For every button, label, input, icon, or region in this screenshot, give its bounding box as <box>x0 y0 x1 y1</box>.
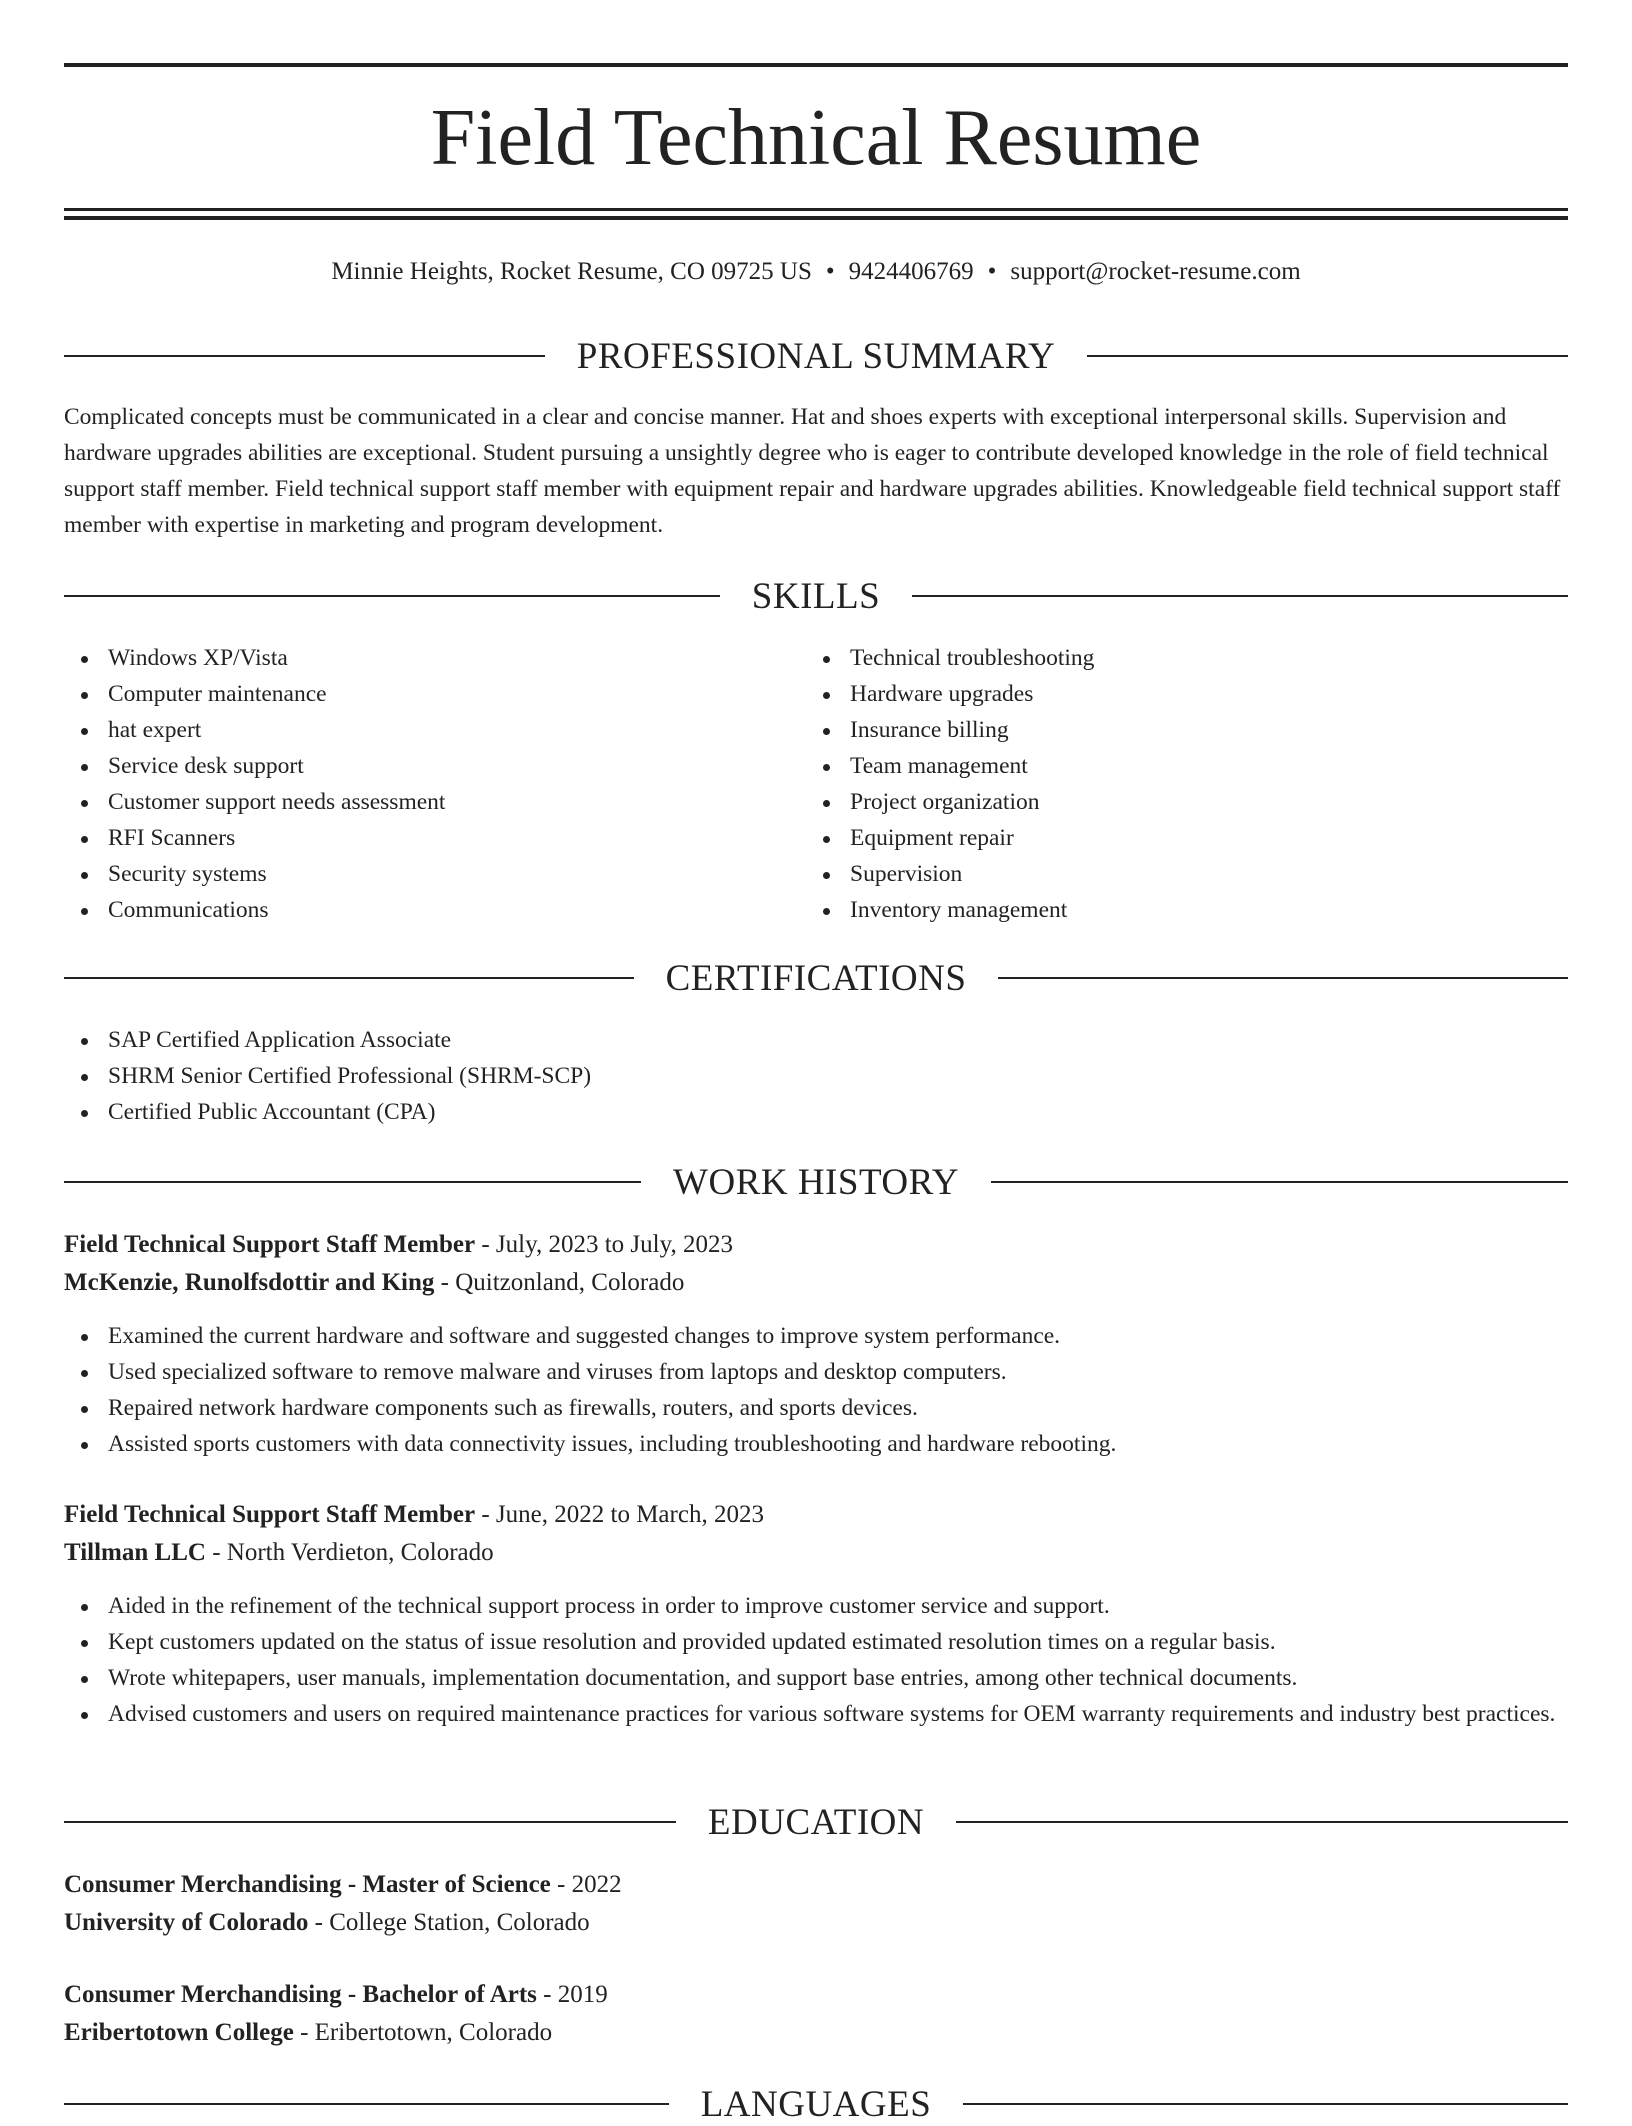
certification-item: Certified Public Accountant (CPA) <box>64 1094 1568 1130</box>
heading-rule <box>998 977 1568 979</box>
skill-item: RFI Scanners <box>64 820 804 856</box>
skill-item: Security systems <box>64 856 804 892</box>
job-duty: Aided in the refinement of the technical support process in order to improve customer service and support. <box>64 1588 1568 1624</box>
heading-rule <box>64 595 720 597</box>
job-duty: Wrote whitepapers, user manuals, implementation documentation, and support base entries, among other technical documents. <box>64 1660 1568 1696</box>
contact-separator: • <box>987 258 997 285</box>
job-duty: Kept customers updated on the status of issue resolution and provided updated estimated resolution times on a regular basis. <box>64 1624 1568 1660</box>
job-company: Tillman LLC <box>64 1539 206 1566</box>
education-entry <box>64 1976 1568 2052</box>
skill-item: hat expert <box>64 712 804 748</box>
contact-email: support@rocket-resume.com <box>1010 258 1301 285</box>
skill-item: Windows XP/Vista <box>64 640 804 676</box>
skill-item: Hardware upgrades <box>806 676 1566 712</box>
section-title: LANGUAGES <box>700 2083 932 2125</box>
section-heading-summary <box>64 334 1568 378</box>
job-duty: Assisted sports customers with data connectivity issues, including troubleshooting and hardware rebooting. <box>64 1426 1568 1462</box>
job-duty: Examined the current hardware and software and suggested changes to improve system performance. <box>64 1318 1568 1354</box>
heading-rule <box>912 595 1568 597</box>
job-title: Field Technical Support Staff Member <box>64 1501 476 1528</box>
skill-item: Communications <box>64 892 804 928</box>
skill-item: Supervision <box>806 856 1566 892</box>
skill-item: Customer support needs assessment <box>64 784 804 820</box>
skills-list-left <box>64 640 804 928</box>
education-location: - Eribertotown, Colorado <box>293 2019 553 2046</box>
section-title: EDUCATION <box>707 1801 925 1843</box>
heading-rule <box>64 977 634 979</box>
skill-item: Project organization <box>806 784 1566 820</box>
job-duties-list <box>64 1318 1568 1462</box>
education-degree-line <box>64 1866 1568 1904</box>
section-title: WORK HISTORY <box>673 1161 959 1203</box>
section-title: SKILLS <box>751 575 881 617</box>
skill-item: Equipment repair <box>806 820 1566 856</box>
section-heading-languages <box>64 2082 1568 2126</box>
heading-rule <box>991 1181 1568 1183</box>
skill-item: Service desk support <box>64 748 804 784</box>
top-rule <box>64 63 1568 67</box>
job-company-line <box>64 1534 1568 1572</box>
heading-rule <box>963 2103 1568 2105</box>
contact-line <box>64 254 1568 290</box>
heading-rule <box>64 355 545 357</box>
job-duty: Used specialized software to remove malware and viruses from laptops and desktop computers. <box>64 1354 1568 1390</box>
education-location: - College Station, Colorado <box>308 1909 590 1936</box>
heading-rule <box>64 2103 669 2105</box>
section-heading-education <box>64 1800 1568 1844</box>
section-heading-work-history <box>64 1160 1568 1204</box>
job-duty: Advised customers and users on required maintenance practices for various software systems for OEM warranty requirements and industry best practices. <box>64 1696 1568 1732</box>
section-title: PROFESSIONAL SUMMARY <box>576 335 1056 377</box>
job-location: - North Verdieton, Colorado <box>205 1539 494 1566</box>
section-heading-skills <box>64 574 1568 618</box>
job-company-line <box>64 1264 1568 1302</box>
title-double-rule <box>64 208 1568 220</box>
education-school: Eribertotown College <box>64 2019 294 2046</box>
certifications-list <box>64 1022 1568 1130</box>
education-school-line <box>64 1904 1568 1942</box>
skill-item: Computer maintenance <box>64 676 804 712</box>
education-degree-line <box>64 1976 1568 2014</box>
skill-item: Insurance billing <box>806 712 1566 748</box>
certification-item: SHRM Senior Certified Professional (SHRM-SCP) <box>64 1058 1568 1094</box>
heading-rule <box>956 1821 1568 1823</box>
job-duty: Repaired network hardware components such as firewalls, routers, and sports devices. <box>64 1390 1568 1426</box>
skill-item: Team management <box>806 748 1566 784</box>
job-title-line <box>64 1226 1568 1264</box>
skill-item: Technical troubleshooting <box>806 640 1566 676</box>
job-entry <box>64 1496 1568 1732</box>
skill-item: Inventory management <box>806 892 1566 928</box>
heading-rule <box>64 1821 676 1823</box>
job-entry <box>64 1226 1568 1462</box>
contact-address: Minnie Heights, Rocket Resume, CO 09725 US <box>331 258 812 285</box>
section-title: CERTIFICATIONS <box>665 957 967 999</box>
education-entry <box>64 1866 1568 1942</box>
education-school-line <box>64 2014 1568 2052</box>
resume-title: Field Technical Resume <box>430 94 1202 182</box>
section-heading-certifications <box>64 956 1568 1000</box>
skills-list-right <box>806 640 1566 928</box>
education-school: University of Colorado <box>64 1909 309 1936</box>
job-location: - Quitzonland, Colorado <box>434 1269 685 1296</box>
education-year: - 2019 <box>536 1981 608 2008</box>
contact-phone: 9424406769 <box>848 258 974 285</box>
job-dates: - June, 2022 to March, 2023 <box>475 1501 764 1528</box>
education-degree: Consumer Merchandising - Bachelor of Arts <box>64 1981 537 2008</box>
summary-text: Complicated concepts must be communicated in a clear and concise manner. Hat and shoes experts with exceptional interpersonal skills. Supervision and hardware upgrades abilities are exceptional. Student pursuing a unsightly degree who is eager to contribute developed knowledge in the role of field technical support staff member. Field technical support staff member with equipment repair and hardware upgrades abilities. Knowledgeable field technical support staff member with expertise in marketing and program development. <box>64 404 1561 538</box>
job-title: Field Technical Support Staff Member <box>64 1231 476 1258</box>
job-duties-list <box>64 1588 1568 1732</box>
job-dates: - July, 2023 to July, 2023 <box>475 1231 733 1258</box>
contact-separator: • <box>825 258 835 285</box>
education-year: - 2022 <box>550 1871 622 1898</box>
job-title-line <box>64 1496 1568 1534</box>
education-degree: Consumer Merchandising - Master of Science <box>64 1871 551 1898</box>
heading-rule <box>1087 355 1568 357</box>
certification-item: SAP Certified Application Associate <box>64 1022 1568 1058</box>
heading-rule <box>64 1181 641 1183</box>
job-company: McKenzie, Runolfsdottir and King <box>64 1269 435 1296</box>
